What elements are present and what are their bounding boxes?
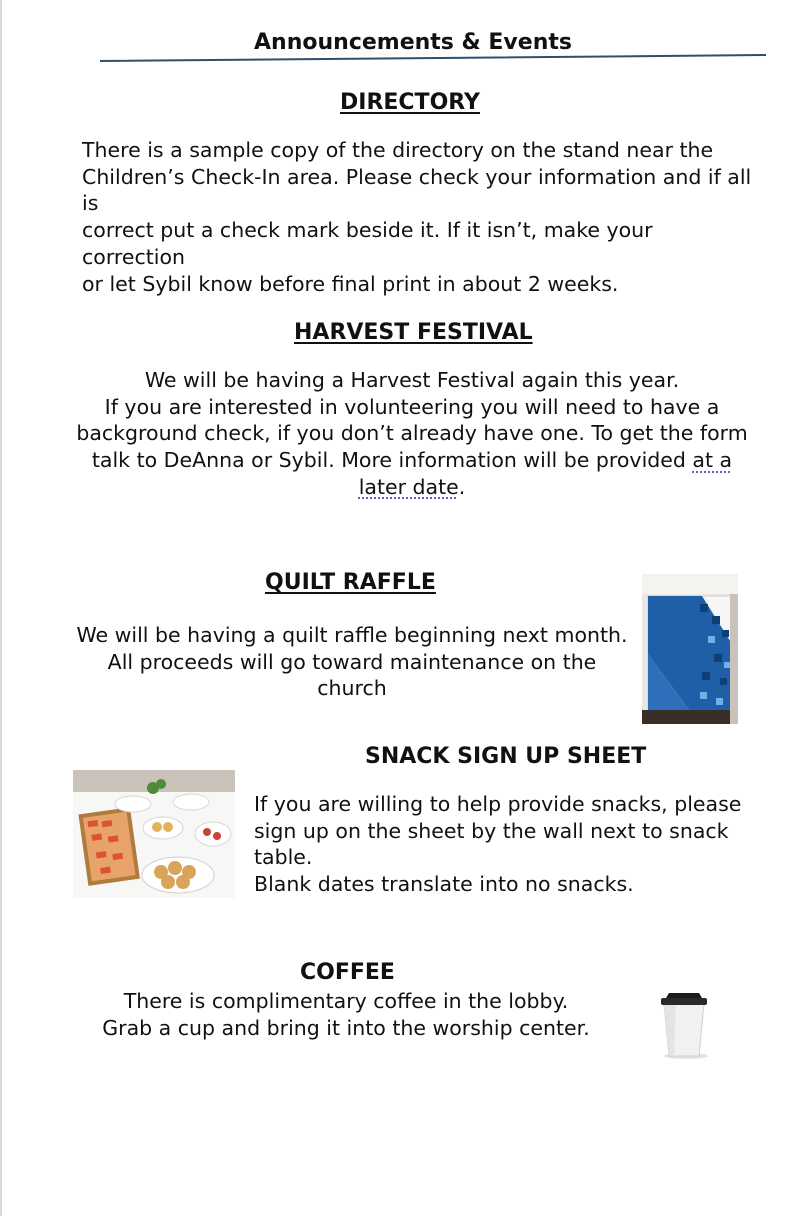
harvest-heading: HARVEST FESTIVAL	[294, 320, 533, 345]
harvest-line	[62, 474, 762, 501]
directory-heading: DIRECTORY	[340, 90, 480, 115]
quilt-photo	[642, 574, 738, 724]
directory-line: or let Sybil know before final print in about 2 weeks.	[82, 271, 619, 296]
snack-line: If you are willing to help provide snacks, please	[254, 792, 742, 816]
coffee-line: There is complimentary coffee in the lobby.	[123, 989, 569, 1013]
directory-line: correct put a check mark beside it. If it isn’t, make your correction	[82, 218, 653, 269]
proofing-mark: later date	[358, 474, 459, 499]
harvest-line	[62, 447, 762, 474]
snack-text	[254, 791, 754, 898]
snack-photo	[73, 770, 235, 898]
snack-line: Blank dates translate into no snacks.	[254, 872, 634, 897]
snack-heading: SNACK SIGN UP SHEET	[365, 744, 647, 769]
harvest-line: background check, if you don’t already have one. To get the form	[76, 421, 748, 446]
title-underline	[0, 0, 788, 80]
coffee-text	[96, 988, 596, 1041]
page-title: Announcements & Events	[254, 30, 572, 55]
quilt-line: We will be having a quilt raffle beginning next month.	[76, 623, 628, 647]
quilt-heading: QUILT RAFFLE	[265, 570, 436, 595]
quilt-text	[72, 622, 632, 702]
snack-line: table.	[254, 845, 313, 870]
directory-line: There is a sample copy of the directory on the stand near the	[82, 138, 714, 162]
proofing-mark: at a	[692, 448, 733, 473]
directory-line: Children’s Check-In area. Please check your information and if all is	[82, 164, 752, 216]
quilt-line: All proceeds will go toward maintenance on the church	[107, 649, 597, 701]
harvest-line: If you are interested in volunteering you will need to have a	[104, 394, 720, 419]
coffee-heading: COFFEE	[300, 960, 395, 985]
coffee-cup-icon	[656, 990, 712, 1060]
harvest-line-text: .	[458, 474, 466, 499]
harvest-line-text: talk to DeAnna or Sybil. More information will be provided	[91, 448, 693, 473]
harvest-line: We will be having a Harvest Festival again this year.	[144, 368, 680, 392]
page-edge	[0, 0, 2, 1216]
snack-line: sign up on the sheet by the wall next to snack	[254, 818, 729, 843]
harvest-text	[62, 367, 762, 501]
directory-text	[82, 137, 762, 297]
coffee-line: Grab a cup and bring it into the worship center.	[102, 1015, 590, 1040]
